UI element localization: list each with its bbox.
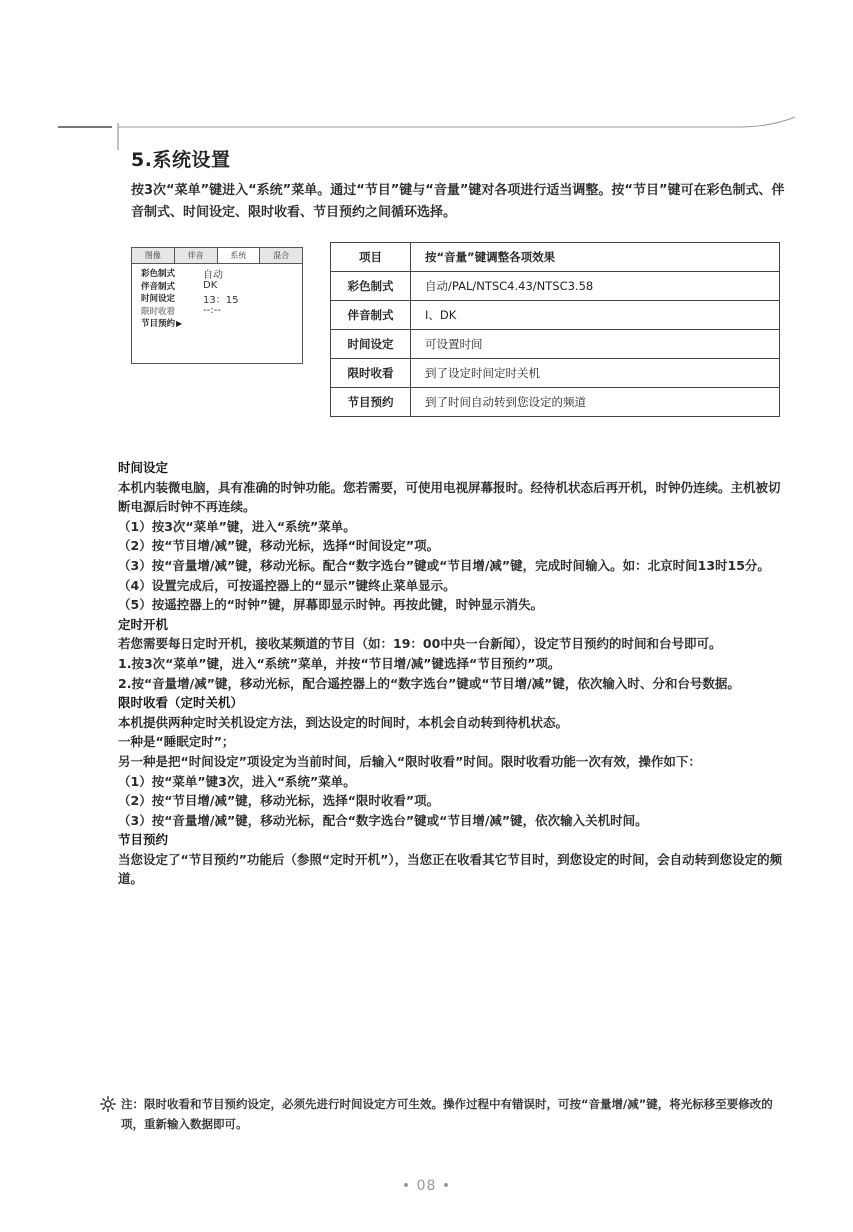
osd-row-sleep-timer [141, 305, 302, 318]
paragraph: 另一种是把“时间设定”项设定为当前时间，后输入“限时收看”时间。限时收看功能一次有效，操作如下： [118, 753, 701, 769]
osd-tab-picture: 图像 [132, 248, 175, 263]
osd-row-time-setting [141, 292, 302, 305]
paragraph: 本机内装微电脑，具有准确的时钟功能。您若需要，可使用电视屏幕报时。经待机状态后再开机，时钟仍连续。主机被切断电源后时钟不再连续。 [118, 479, 781, 515]
settings-table [330, 242, 780, 417]
table-cell-item: 时间设定 [331, 330, 411, 359]
osd-row-value: 13：15 [203, 294, 239, 306]
osd-rows [132, 264, 302, 330]
body-text [118, 458, 786, 889]
table-header-item: 项目 [331, 243, 411, 272]
paragraph: 一种是“睡眠定时”； [118, 734, 235, 750]
table-row [331, 388, 780, 417]
note-block [100, 1094, 786, 1134]
table-cell-effect: I、DK [411, 301, 780, 330]
table-cell-item: 节目预约 [331, 388, 411, 417]
osd-row-label: 节目预约 [141, 319, 176, 330]
section-title: 5.系统设置 [131, 149, 231, 171]
osd-tab-system: 系统 [218, 248, 261, 263]
table-cell-effect: 到了时间自动转到您设定的频道 [411, 388, 780, 417]
table-cell-effect: 自动/PAL/NTSC4.43/NTSC3.58 [411, 272, 780, 301]
osd-tab-sound: 伴音 [175, 248, 218, 263]
osd-row-label: 彩色制式 [141, 269, 176, 280]
page-number: • 08 • [401, 1178, 452, 1194]
step-item: （4）设置完成后，可按遥控器上的“显示”键终止菜单显示。 [118, 577, 456, 593]
header-rule [0, 110, 853, 150]
table-cell-item: 彩色制式 [331, 272, 411, 301]
step-item: （3）按“音量增/减”键，移动光标。配合“数字选台”键或“节目增/减”键，完成时间输入。如：北京时间13时15分。 [118, 557, 770, 573]
paragraph: 本机提供两种定时关机设定方法，到达设定的时间时，本机会自动转到待机状态。 [118, 714, 569, 730]
table-row [331, 359, 780, 388]
table-row [331, 330, 780, 359]
step-item: 1.按3次“菜单”键，进入“系统”菜单，并按“节目增/减”键选择“节目预约”项。 [118, 655, 561, 671]
table-cell-item: 限时收看 [331, 359, 411, 388]
heading-sleep-timer: 限时收看（定时关机） [118, 695, 244, 711]
table-row [331, 301, 780, 330]
heading-program-preset: 节目预约 [118, 832, 169, 848]
paragraph: 若您需要每日定时开机，接收某频道的节目（如：19：00中央一台新闻），设定节目预约的时间和台号即可。 [118, 636, 722, 652]
heading-timed-power-on: 定时开机 [118, 616, 169, 632]
table-cell-effect: 可设置时间 [411, 330, 780, 359]
step-item: （3）按“音量增/减”键，移动光标，配合“数字选台”键或“节目增/减”键，依次输入关机时间。 [118, 812, 648, 828]
step-item: （5）按遥控器上的“时钟”键，屏幕即显示时钟。再按此键，时钟显示消失。 [118, 597, 544, 613]
osd-tabs [132, 248, 302, 264]
osd-row-value: 自动 [203, 269, 223, 281]
step-item: （2）按“节目增/减”键，移动光标，选择“限时收看”项。 [118, 793, 440, 809]
osd-row-label: 限时收看 [141, 306, 176, 317]
play-arrow-icon: ▶ [176, 318, 183, 328]
osd-row-value: --:-- [203, 305, 221, 317]
note-text: 注：限时收看和节目预约设定，必须先进行时间设定方可生效。操作过程中有错误时，可按“音量增/减”键，将光标移至要修改的项，重新输入数据即可。 [121, 1097, 773, 1131]
table-header-effect: 按“音量”键调整各项效果 [411, 243, 780, 272]
osd-tab-mixed: 混合 [260, 248, 302, 263]
page-number-value: 08 [416, 1178, 437, 1194]
osd-menu-illustration [131, 247, 303, 364]
table-row [331, 272, 780, 301]
intro-paragraph: 按3次“菜单”键进入“系统”菜单。通过“节目”键与“音量”键对各项进行适当调整。按“节目”键可在彩色制式、伴音制式、时间设定、限时收看、节目预约之间循环选择。 [131, 183, 785, 220]
table-cell-effect: 到了设定时间定时关机 [411, 359, 780, 388]
osd-row-label: 伴音制式 [141, 281, 176, 292]
step-item: （1）按3次“菜单”键，进入“系统”菜单。 [118, 518, 356, 534]
osd-row-color-system [141, 267, 302, 280]
table-header-row [331, 243, 780, 272]
osd-row-label: 时间设定 [141, 294, 176, 305]
osd-row-value: DK [203, 280, 218, 292]
sun-icon [100, 1096, 116, 1112]
step-item: （2）按“节目增/减”键，移动光标，选择“时间设定”项。 [118, 538, 440, 554]
heading-time-setting: 时间设定 [118, 460, 169, 475]
paragraph: 当您设定了“节目预约”功能后（参照“定时开机”），当您正在收看其它节目时，到您设定的时间，会自动转到您设定的频道。 [118, 851, 783, 887]
osd-row-program-preset [141, 317, 302, 330]
step-item: （1）按“菜单”键3次，进入“系统”菜单。 [118, 773, 356, 789]
table-cell-item: 伴音制式 [331, 301, 411, 330]
step-item: 2.按“音量增/减”键，移动光标，配合遥控器上的“数字选台”键或“节目增/减”键，依次输入时、分和台号数据。 [118, 675, 740, 691]
